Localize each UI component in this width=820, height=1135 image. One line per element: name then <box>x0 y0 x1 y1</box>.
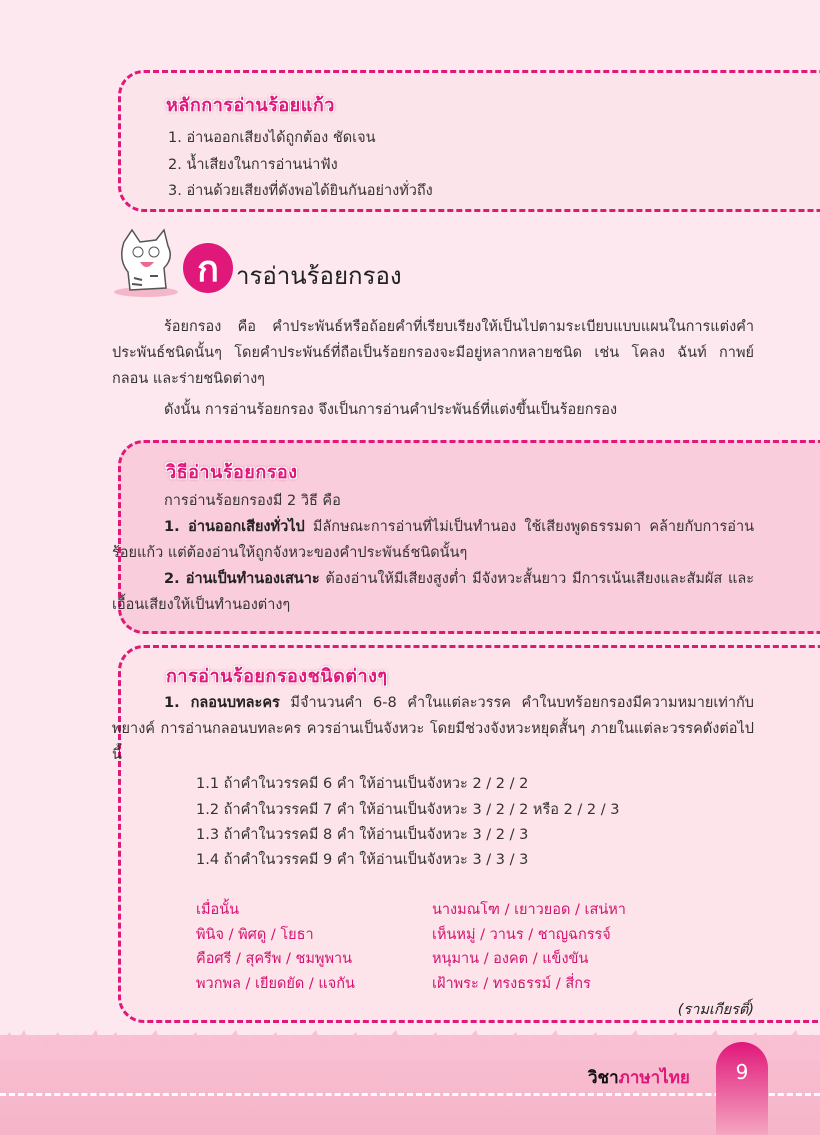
poem-line: พวกพล / เยียดยัด / แจกัน <box>196 975 355 992</box>
klon-paragraph <box>112 690 754 768</box>
poem-line: เมื่อนั้น <box>196 902 240 918</box>
klon-name: 1. กลอนบทละคร <box>164 695 280 711</box>
cat-mascot-icon <box>110 228 182 298</box>
page-number: 9 <box>735 1060 749 1084</box>
principles-title: หลักการอ่านร้อยแก้ว <box>166 95 335 116</box>
rhythm-rule: 1.2 ถ้าคำในวรรคมี 7 คำ ให้อ่านเป็นจังหวะ 3 / 2 / 2 หรือ 2 / 2 / 3 <box>196 802 620 818</box>
method-2-name: 2. อ่านเป็นทำนองเสนาะ <box>164 571 320 587</box>
subject-label <box>588 1064 690 1091</box>
method-2-text: ต้องอ่านให้มีเสียงสูงต่ำ มีจังหวะสั้นยาว มีการเน้นเสียงและสัมผัส และเอื้อนเสียงให้เป็นทำนองต่างๆ <box>112 571 754 613</box>
method-1-name: 1. อ่านออกเสียงทั่วไป <box>164 519 305 535</box>
principle-item: 2. น้ำเสียงในการอ่านน่าฟัง <box>168 157 338 173</box>
methods-title: วิธีอ่านร้อยกรอง <box>166 462 298 483</box>
conclusion-paragraph: ดังนั้น การอ่านร้อยกรอง จึงเป็นการอ่านคำประพันธ์ที่แต่งขึ้นเป็นร้อยกรอง <box>164 402 618 418</box>
method-1 <box>112 514 754 566</box>
poem-line: เห็นหมู่ / วานร / ชาญฉกรรจ์ <box>432 926 611 943</box>
subject-label-a: วิชา <box>588 1068 619 1088</box>
section-title: ารอ่านร้อยกรอง <box>236 262 402 290</box>
methods-intro: การอ่านร้อยกรองมี 2 วิธี คือ <box>164 493 341 509</box>
page-number-tab <box>716 1042 768 1135</box>
grass-decoration-icon <box>0 1030 820 1060</box>
definition-paragraph: ร้อยกรอง คือ คำประพันธ์หรือถ้อยคำที่เรียบเรียงให้เป็นไปตามระเบียบแบบแผนในการแต่งคำประพันธ์ชนิดนั้นๆ โดยคำประพันธ์ที่ถือเป็นร้อยกรองจะมีอยู่หลากหลายชนิด เช่น โคลง ฉันท์ กาพย์ กลอน และร่ายชนิดต่างๆ <box>112 319 754 387</box>
poem-line: คือศรี / สุครีพ / ชมพูพาน <box>196 951 353 967</box>
poem-right-column <box>432 898 626 996</box>
principle-item: 1. อ่านออกเสียงได้ถูกต้อง ชัดเจน <box>168 130 376 146</box>
poem-source: (รามเกียรติ์) <box>677 1002 754 1018</box>
poem-left-column <box>196 898 355 996</box>
rhythm-rule: 1.3 ถ้าคำในวรรคมี 8 คำ ให้อ่านเป็นจังหวะ 3 / 2 / 3 <box>196 827 529 843</box>
subject-label-b: ภาษาไทย <box>618 1068 690 1088</box>
method-2 <box>112 566 754 618</box>
rhythm-rule: 1.1 ถ้าคำในวรรคมี 6 คำ ให้อ่านเป็นจังหวะ 2 / 2 / 2 <box>196 776 529 792</box>
footer-dashed-line <box>0 1093 820 1096</box>
principle-item: 3. อ่านด้วยเสียงที่ดังพอได้ยินกันอย่างทั่วถึง <box>168 183 433 199</box>
poem-line: หนุมาน / องคต / แข็งขัน <box>432 951 589 967</box>
section-initial: ก <box>183 243 233 293</box>
poem-line: เฝ้าพระ / ทรงธรรม์ / สี่กร <box>432 975 591 992</box>
rhythm-rule: 1.4 ถ้าคำในวรรคมี 9 คำ ให้อ่านเป็นจังหวะ 3 / 3 / 3 <box>196 852 529 868</box>
types-title: การอ่านร้อยกรองชนิดต่างๆ <box>166 666 388 687</box>
klon-text: มีจำนวนคำ 6-8 คำในแต่ละวรรค คำในบทร้อยกรองมีความหมายเท่ากับพยางค์ การอ่านกลอนบทละคร ควรอ่านเป็นจังหวะ โดยมีช่วงจังหวะหยุดสั้นๆ ภายในแต่ละวรรคดังต่อไปนี้ <box>112 695 754 763</box>
poem-line: นางมณโฑ / เยาวยอด / เสน่หา <box>432 902 626 918</box>
poem-line: พินิจ / พิศดู / โยธา <box>196 926 314 943</box>
method-1-text: มีลักษณะการอ่านที่ไม่เป็นทำนอง ใช้เสียงพูดธรรมดา คล้ายกับการอ่านร้อยแก้ว แต่ต้องอ่านให้ถูกจังหวะของคำประพันธ์ชนิดนั้นๆ <box>112 519 755 561</box>
